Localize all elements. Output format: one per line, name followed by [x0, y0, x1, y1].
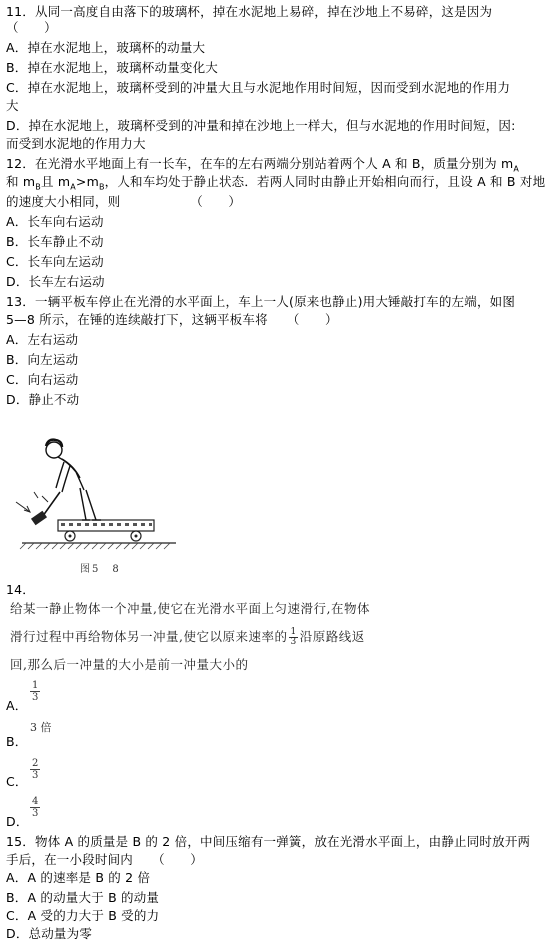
q12-subscript: A	[513, 164, 520, 174]
q11-option-c-line-2: 大	[6, 98, 19, 113]
figure-caption: 图5 8	[80, 564, 121, 575]
fraction-denominator: 3	[32, 692, 39, 703]
q15-option-c: C．A 受的力大于 B 受的力	[6, 908, 160, 923]
q14-number: 14．	[6, 582, 36, 597]
q14-stem-line-2	[10, 628, 365, 647]
q14-stem-text: 沿原路线返	[299, 629, 365, 644]
q14-option-a-label: A．	[6, 698, 28, 713]
q11-option-d-line-1: D．掉在水泥地上，玻璃杯受到的冲量和掉在沙地上一样大，但与水泥地的作用时间短，因:	[6, 118, 516, 133]
q15-option-d: D．总动量为零	[6, 926, 93, 941]
q12-subscript: A	[70, 182, 76, 192]
hammer-cart-figure	[8, 432, 188, 572]
q15-option-a: A．A 的速率是 B 的 2 倍	[6, 870, 151, 885]
q12-option-d: D．长车左右运动	[6, 274, 105, 289]
q12-option-c: C．长车向左运动	[6, 254, 104, 269]
fraction-denominator: 3	[290, 637, 297, 647]
q14-option-b-text: 3 倍	[30, 721, 52, 734]
q12-stem-text: ，人和车均处于静止状态．若两人同时由静止开始相向而行，且设 A 和 B 对地	[104, 174, 546, 189]
q14-option-d-fraction	[30, 796, 40, 819]
fraction-numerator: 4	[32, 796, 39, 807]
q11-option-d-line-2: 而受到水泥地的作用力大	[6, 136, 146, 151]
q12-stem-text: 12．在光滑水平地面上有一长车，在车的左右两端分别站着两个人 A 和 B，质量分别为 m	[6, 156, 514, 171]
q14-stem-line-1: 给某一静止物体一个冲量,使它在光滑水平面上匀速滑行,在物体	[10, 601, 370, 616]
q11-stem-line-2: （ ）	[6, 20, 57, 35]
q13-option-b: B．向左运动	[6, 352, 79, 367]
q14-option-c-fraction	[30, 758, 40, 781]
q12-stem-text: >m	[75, 174, 99, 189]
fraction-numerator: 2	[32, 758, 39, 769]
q14-stem-fraction	[289, 628, 297, 647]
q11-stem-line-1: 11．从同一高度自由落下的玻璃杯，掉在水泥地上易碎，掉在沙地上不易碎，这是因为	[6, 4, 493, 19]
q14-option-a-fraction	[30, 680, 40, 703]
q15-option-b: B．A 的动量大于 B 的动量	[6, 890, 160, 905]
q14-option-b-label: B．	[6, 734, 28, 749]
q12-stem-line-3: 的速度大小相同，则 （ ）	[6, 194, 242, 209]
q12-subscript: B	[98, 182, 105, 192]
q15-stem-line-1: 15．物体 A 的质量是 B 的 2 倍，中间压缩有一弹簧，放在光滑水平面上，由静止同时放开两	[6, 834, 531, 849]
q12-stem-line-2	[6, 174, 545, 196]
q14-option-c-label: C．	[6, 774, 28, 789]
q11-option-b: B．掉在水泥地上，玻璃杯动量变化大	[6, 60, 218, 75]
q13-stem-line-1: 13．一辆平板车停止在光滑的水平面上，车上一人(原来也静止)用大锤敲打车的左端，如图	[6, 294, 516, 309]
q11-option-a: A．掉在水泥地上，玻璃杯的动量大	[6, 40, 206, 55]
q12-option-b: B．长车静止不动	[6, 234, 104, 249]
q14-stem-text: 滑行过程中再给物体另一冲量,使它以原来速率的	[10, 629, 288, 644]
fraction-denominator: 3	[32, 770, 39, 781]
q14-option-d-label: D．	[6, 814, 29, 829]
q12-option-a: A．长车向右运动	[6, 214, 104, 229]
fraction-numerator: 1	[32, 680, 39, 691]
q14-stem-line-3: 回,那么后一冲量的大小是前一冲量大小的	[10, 657, 249, 672]
q13-option-c: C．向右运动	[6, 372, 79, 387]
q12-stem-text: 且 m	[40, 174, 71, 189]
q11-option-c-line-1: C．掉在水泥地上，玻璃杯受到的冲量大且与水泥地作用时间短，因而受到水泥地的作用力	[6, 80, 511, 95]
q12-stem-text: 和 m	[6, 174, 36, 189]
fraction-denominator: 3	[32, 808, 39, 819]
q13-option-a: A．左右运动	[6, 332, 79, 347]
fraction-numerator: 1	[290, 627, 297, 637]
q15-stem-line-2: 手后，在一小段时间内 （ ）	[6, 852, 203, 867]
q13-option-d: D．静止不动	[6, 392, 80, 407]
q13-stem-line-2: 5—8 所示，在锤的连续敲打下，这辆平板车将 （ ）	[6, 312, 338, 327]
q12-subscript: B	[35, 182, 41, 192]
